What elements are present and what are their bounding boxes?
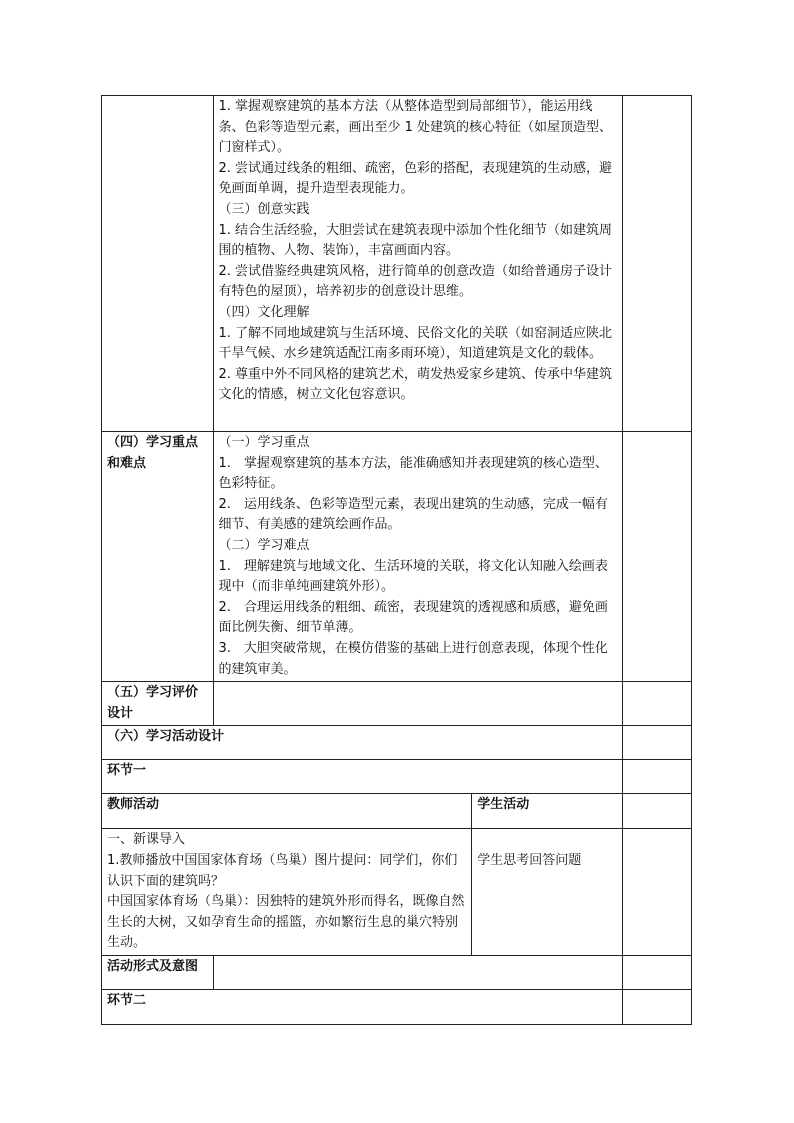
section-heading: （一）学习重点 [218,435,310,450]
objective-line: 1. 了解不同地域建筑与生活环境、民俗文化的关联（如窑洞适应陕北干旱气候、水乡建筑适配江南多雨环境），知道建筑是文化的载体。 [218,325,613,362]
evaluation-content-cell [213,682,622,726]
teacher-activity-cell [102,829,472,956]
evaluation-label: （五）学习评价设计 [102,682,214,726]
student-activity-cell [472,829,622,956]
teacher-activity-header: 教师活动 [102,794,472,829]
difficulty-line: 3. 大胆突破常规，在模仿借鉴的基础上进行创意表现，体现个性化的建筑审美。 [218,640,608,677]
key-points-empty-cell [622,432,691,682]
lesson-plan-table [101,95,692,1025]
teacher-activity-line: 1.教师播放中国国家体育场（鸟巢）图片提问：同学们，你们认识下面的建筑吗？ [107,852,458,889]
objective-line: 2. 尝试借鉴经典建筑风格，进行简单的创意改造（如给普通房子设计有特色的屋顶），培养初步的创意设计思维。 [218,263,613,300]
form-intent-empty-cell [622,955,691,989]
activity-design-label: （六）学习活动设计 [102,726,623,760]
stage-one-label: 环节一 [102,760,623,794]
teacher-activity-line: 中国国家体育场（鸟巢）：因独特的建筑外形而得名，既像自然生长的大树，又如孕育生命的摇篮，亦如繁衍生息的巢穴特别生动。 [107,894,465,951]
section-heading: （四）文化理解 [218,304,310,320]
activity-design-row [102,726,692,760]
section-heading: （三）创意实践 [218,201,310,217]
activity-design-empty-cell [622,726,691,760]
key-point-line: 1. 掌握观察建筑的基本方法，能准确感知并表现建筑的核心造型、色彩特征。 [218,455,608,492]
objective-line: 2. 尝试通过线条的粗细、疏密，色彩的搭配，表现建筑的生动感，避免画面单调，提升造型表现能力。 [218,160,613,197]
key-points-content-cell [213,432,622,682]
stage-one-empty-cell [622,760,691,794]
form-intent-row [102,955,692,989]
stage-two-row [102,989,692,1024]
evaluation-empty-cell [622,682,691,726]
objective-line: 1. 掌握观察建筑的基本方法（从整体造型到局部细节），能运用线条、色彩等造型元素，画出至少 1 处建筑的核心特征（如屋顶造型、门窗样式）。 [218,99,613,156]
activity-header-row [102,794,692,829]
student-activity-header: 学生活动 [472,794,622,829]
objective-line: 1. 结合生活经验，大胆尝试在建筑表现中添加个性化细节（如建筑周围的植物、人物、装饰），丰富画面内容。 [218,222,613,259]
key-points-label: （四）学习重点和难点 [102,432,214,682]
objectives-empty-cell [622,96,691,432]
teacher-activity-heading: 一、新课导入 [107,832,186,848]
difficulty-line: 2. 合理运用线条的粗细、疏密，表现建筑的透视感和质感，避免画面比例失衡、细节单薄。 [218,599,608,636]
stage-one-row [102,760,692,794]
form-intent-label: 活动形式及意图 [102,955,214,989]
activity-content-row [102,829,692,956]
objectives-row [102,96,692,432]
key-points-row [102,432,692,682]
difficulty-line: 1. 理解建筑与地域文化、生活环境的关联，将文化认知融入绘画表现中（而非单纯画建筑外形）。 [218,558,608,595]
activity-empty-cell [622,829,691,956]
key-point-line: 2. 运用线条、色彩等造型元素，表现出建筑的生动感，完成一幅有细节、有美感的建筑绘画作品。 [218,496,608,533]
stage-two-label: 环节二 [102,989,623,1024]
evaluation-row [102,682,692,726]
student-activity-text: 学生思考回答问题 [477,853,582,869]
objective-line: 2. 尊重中外不同风格的建筑艺术，萌发热爱家乡建筑、传承中华建筑文化的情感，树立文化包容意识。 [218,366,613,403]
objectives-label-cell [102,96,214,432]
section-heading: （二）学习难点 [218,537,310,553]
stage-two-empty-cell [622,989,691,1024]
objectives-content-cell [213,96,622,432]
form-intent-content-cell [213,955,622,989]
header-empty-cell [622,794,691,829]
